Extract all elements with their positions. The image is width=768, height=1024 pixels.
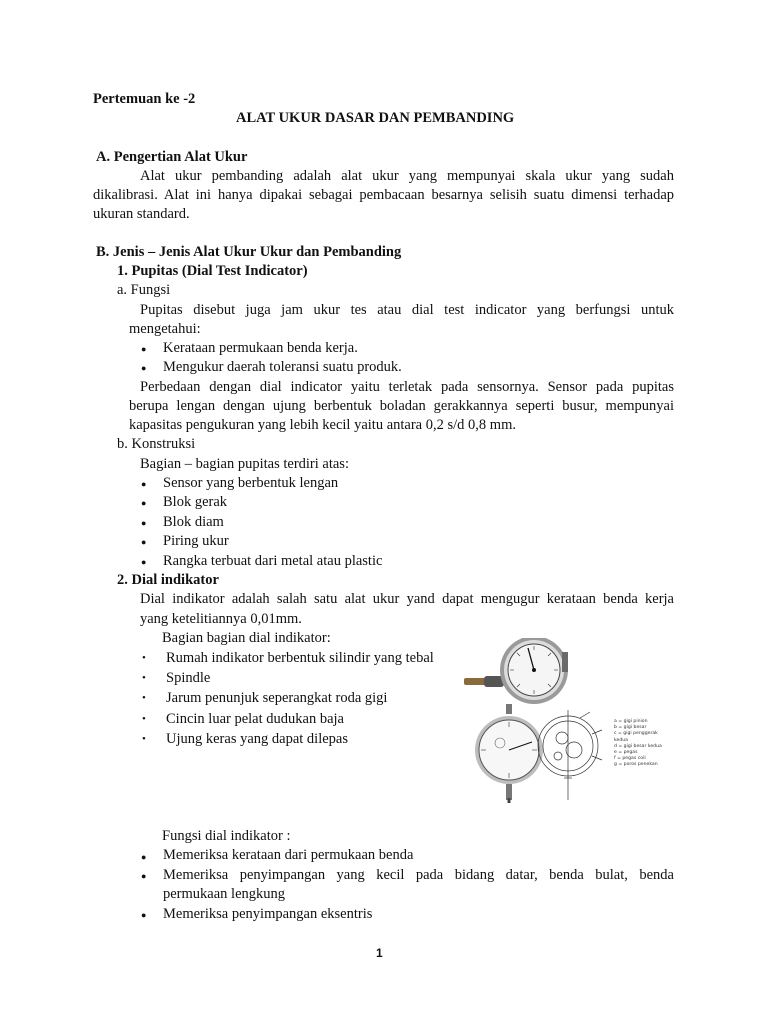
bullet-icon: ●: [141, 537, 147, 547]
page-number: 1: [376, 946, 383, 960]
list-item: Blok diam: [163, 514, 224, 530]
dial-photo-bottom: [475, 704, 543, 803]
bullet-icon: •: [142, 692, 146, 704]
dial-fungsi-intro: Fungsi dial indikator :: [162, 828, 291, 844]
pupitas-para-line: kapasitas pengukuran yang lebih kecil yaitu antara 0,2 s/d 0,8 mm.: [129, 417, 516, 433]
section-a-line: ukuran standard.: [93, 206, 190, 222]
dial-desc-line: yang ketelitiannya 0,01mm.: [140, 611, 302, 627]
fungsi-label: a. Fungsi: [117, 282, 171, 298]
pupitas-para-line: berupa lengan dengan ujung berbentuk boladan gerakkannya seperti busur, mempunyai: [129, 398, 674, 414]
pupitas-intro-line: Pupitas disebut juga jam ukur tes atau dial test indicator yang berfungsi untuk: [140, 302, 674, 318]
list-item-continuation: permukaan lengkung: [163, 886, 286, 902]
section-a-line: Alat ukur pembanding adalah alat ukur yang mempunyai skala ukur yang sudah: [140, 168, 674, 184]
legend-line: c = gigi penggerak: [614, 731, 658, 737]
section-a-heading: A. Pengertian Alat Ukur: [96, 149, 248, 165]
list-item: Memeriksa penyimpangan eksentris: [163, 906, 373, 922]
pupitas-para-line: Perbedaan dengan dial indicator yaitu terletak pada sensornya. Sensor pada pupitas: [140, 379, 674, 395]
legend-line: kedua: [614, 737, 628, 743]
pupitas-heading: 1. Pupitas (Dial Test Indicator): [117, 263, 308, 279]
dial-heading: 2. Dial indikator: [117, 572, 219, 588]
list-item: Mengukur daerah toleransi suatu produk.: [163, 359, 402, 375]
list-item: Memeriksa penyimpangan yang kecil pada bidang datar, benda bulat, benda: [163, 867, 674, 883]
legend-line: d = gigi besar kedua: [614, 743, 662, 749]
bullet-icon: ●: [141, 518, 147, 528]
list-item: Piring ukur: [163, 533, 229, 549]
bullet-icon: ●: [141, 344, 147, 354]
dial-schematic: [538, 710, 602, 800]
bullet-icon: ●: [141, 557, 147, 567]
bullet-icon: •: [142, 733, 146, 745]
meeting-label: Pertemuan ke -2: [93, 91, 196, 107]
bullet-icon: •: [142, 713, 146, 725]
list-item: Cincin luar pelat dudukan baja: [166, 711, 344, 727]
konstruksi-intro: Bagian – bagian pupitas terdiri atas:: [140, 456, 349, 472]
bullet-icon: ●: [141, 871, 147, 881]
legend-line: b = gigi besar: [614, 725, 647, 731]
list-item: Jarum penunjuk seperangkat roda gigi: [166, 690, 388, 706]
list-item: Spindle: [166, 670, 211, 686]
bullet-icon: ●: [141, 852, 147, 862]
list-item: Memeriksa kerataan dari permukaan benda: [163, 847, 414, 863]
legend-line: a = gigi pinion: [614, 719, 648, 724]
list-item: Sensor yang berbentuk lengan: [163, 475, 339, 491]
pupitas-intro-line: mengetahui:: [129, 321, 201, 337]
dial-parts-intro: Bagian bagian dial indikator:: [162, 630, 331, 646]
legend-line: f = pegas coil: [614, 756, 646, 762]
page-title: ALAT UKUR DASAR DAN PEMBANDING: [236, 110, 515, 126]
list-item: Rangka terbuat dari metal atau plastic: [163, 553, 383, 569]
bullet-icon: ●: [141, 479, 147, 489]
list-item: Kerataan permukaan benda kerja.: [163, 340, 358, 356]
bullet-icon: ●: [141, 363, 147, 373]
bullet-icon: •: [142, 672, 146, 684]
legend-line: g = poros penekan: [614, 762, 658, 768]
bullet-icon: •: [142, 652, 146, 664]
section-b-heading: B. Jenis – Jenis Alat Ukur Ukur dan Pembanding: [96, 244, 402, 260]
bullet-icon: ●: [141, 910, 147, 920]
legend-line: e = pegas: [614, 750, 638, 756]
bullet-icon: ●: [141, 498, 147, 508]
dial-desc-line: Dial indikator adalah salah satu alat ukur yand dapat mengugur kerataan benda kerja: [140, 591, 674, 607]
konstruksi-label: b. Konstruksi: [117, 436, 196, 452]
list-item: Ujung keras yang dapat dilepas: [166, 731, 349, 747]
list-item: Rumah indikator berbentuk silindir yang tebal: [166, 650, 434, 666]
section-a-line: dikalibrasi. Alat ini hanya dipakai sebagai pembacaan besarnya selisih suatu dimensi terhadap: [93, 187, 674, 203]
dial-indicator-figure: [462, 638, 672, 803]
list-item: Blok gerak: [163, 494, 228, 510]
figure-legend: [614, 719, 662, 769]
dial-photo-top: [464, 638, 568, 704]
